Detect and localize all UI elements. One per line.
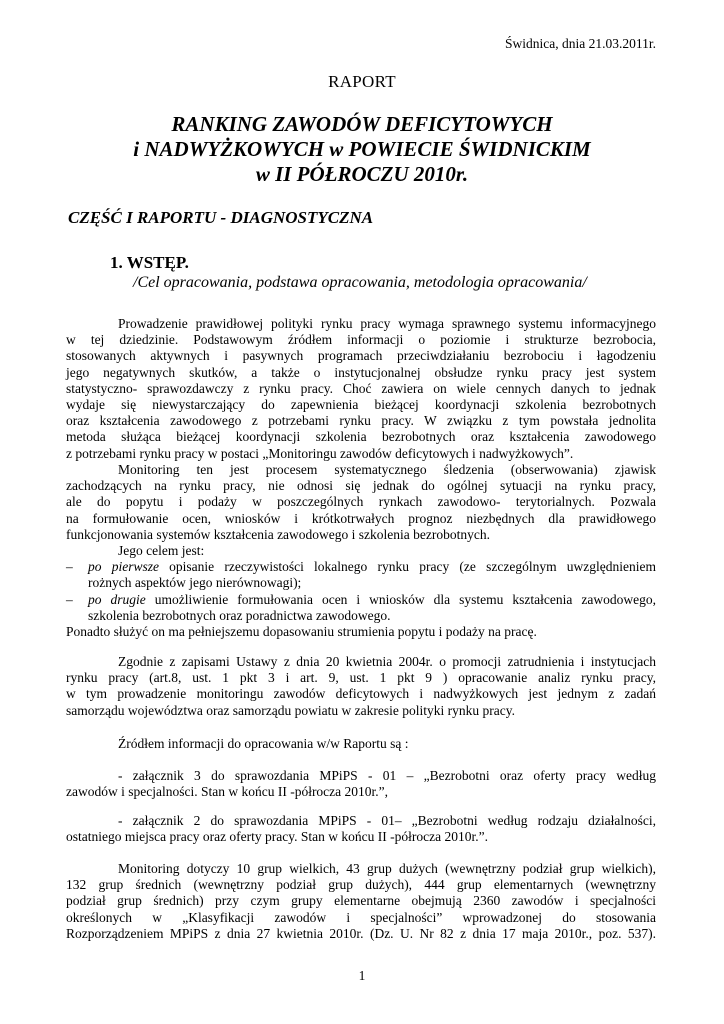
text-line: rynku pracy (art.8, ust. 1 pkt 3 i art. 9, ust. 1 pkt 9 ) opracowanie analiz rynku pracy, (66, 670, 656, 686)
goals-intro: Jego celem jest: (118, 543, 205, 558)
text-line: Rozporządzeniem MPiPS z dnia 27 kwietnia 2010r. (Dz. U. Nr 82 z dnia 17 maja 2010r., poz. 537). (66, 925, 656, 941)
list-text: rożnych aspektów jego nierównowagi); (88, 575, 302, 591)
part-heading: CZĘŚĆ I RAPORTU - DIAGNOSTYCZNA (68, 208, 374, 227)
list-text: umożliwienie formułowania ocen i wniosków dla systemu kształcenia zawodowego, (145, 591, 656, 607)
text-line: podział grup średnich) przy czym grupy elementarne obejmują 2360 zawodów i specjalności (66, 893, 656, 909)
report-label: RAPORT (328, 72, 396, 91)
text-line: z potrzebami rynku pracy w postaci „Monitoringu zawodów deficytowych i nadwyżkowych”. (66, 445, 574, 461)
dash-marker: – (66, 559, 73, 575)
list-item (66, 592, 656, 624)
text-line: stosowanych aktywnych i pasywnych programach przeciwdziałaniu bezrobociu i łagodzeniu (66, 348, 656, 364)
section-heading: 1. WSTĘP. (110, 253, 189, 272)
text-line: statystyczno- sprawozdawczy z rynku pracy. Choć zawiera on wiele cennych danych to jednak (66, 380, 656, 396)
text-line: - załącznik 2 do sprawozdania MPiPS - 01– „Bezrobotni według rodzaju działalności, (118, 813, 656, 828)
text-line: zachodzących na rynku pracy, nie odnosi się jednak do ogólnej sytuacji na rynku pracy, (66, 478, 656, 494)
page-number: 1 (358, 968, 366, 983)
list-text: szkolenia bezrobotnych oraz poradnictwa zawodowego. (88, 607, 391, 623)
title-line: i NADWYŻKOWYCH w POWIECIE ŚWIDNICKIM (133, 137, 591, 161)
text-line: Monitoring dotyczy 10 grup wielkich, 43 grup dużych (wewnętrzny podział grup wielkich), (118, 861, 656, 876)
law-paragraph (66, 654, 656, 719)
list-lead: po pierwsze (88, 559, 159, 575)
text-line: określonych w „Klasyfikacji zawodów i specjalności” wprowadzonej do stosowania (66, 909, 656, 925)
text-line: jego negatywnych skutków, a także o instytucjonalnej obsłudze rynku pracy jest system (66, 364, 656, 380)
text-line: oraz kształcenia zawodowego z potrzebami rynku pracy. W związku z tym powstała jednolita (66, 413, 656, 429)
text-line: Zgodnie z zapisami Ustawy z dnia 20 kwietnia 2004r. o promocji zatrudnienia i instytucjach (118, 654, 656, 669)
title-line: w II PÓŁROCZU 2010r. (255, 162, 469, 186)
text-line: na formułowanie ocen, wniosków i krótkotrwałych prognoz niezbędnych dla prawidłowego (66, 510, 656, 526)
text-line: wydaje się niewystarczający do zapewnienia bieżącej koordynacji szkolenia bezrobotnych (66, 397, 656, 413)
goals-section (66, 543, 656, 640)
dash-marker: – (66, 591, 73, 607)
text-line: funkcjonowania systemów kształcenia zawodowego i szkolenia bezrobotnych. (66, 526, 490, 542)
goals-closing: Ponadto służyć on ma pełniejszemu dopasowaniu strumienia popytu i podaży na pracę. (66, 624, 537, 640)
list-text: opisanie rzeczywistości lokalnego rynku pracy (ze szczególnym uwzględnieniem (158, 559, 656, 575)
text-line: w tej dziedzinie. Podstawowym źródłem informacji o poziomie i strukturze bezrobocia, (66, 332, 656, 348)
text-line: 132 grup średnich (wewnętrzny podział grup dużych), 444 grup elementarnych (wewnętrzny (66, 877, 656, 893)
text-line: Prowadzenie prawidłowej polityki rynku pracy wymaga sprawnego systemu informacyjnego (118, 316, 656, 331)
text-line: metoda służąca bieżącej koordynacji szkolenia bezrobotnych oraz kształcenia zawodowego (66, 429, 656, 445)
text-line: - załącznik 3 do sprawozdania MPiPS - 01 – „Bezrobotni oraz oferty pracy według (118, 768, 656, 783)
source-item (66, 813, 656, 845)
classification-paragraph (66, 861, 656, 942)
text-line: ostatniego miejsca pracy oraz oferty pracy. Stan w końcu II -półrocza 2010r.”. (66, 829, 488, 845)
sources-section (66, 736, 656, 752)
list-lead: po drugie (88, 591, 146, 607)
text-line: ale do popytu i podaży w poszczególnych rynkach zawodowo- terytorialnych. Pozwala (66, 494, 656, 510)
list-item (66, 559, 656, 591)
text-line: zawodów i specjalności. Stan w końcu II -półrocza 2010r.”, (66, 784, 389, 800)
report-title (0, 112, 724, 187)
text-line: samorządu województwa oraz samorządu powiatu w zakresie polityki rynku pracy. (66, 702, 515, 718)
title-line: RANKING ZAWODÓW DEFICYTOWYCH (171, 112, 553, 136)
section-subtitle: /Cel opracowania, podstawa opracowania, metodologia opracowania/ (133, 274, 587, 291)
intro-paragraph (66, 316, 656, 462)
document-date: Świdnica, dnia 21.03.2011r. (505, 36, 656, 51)
sources-intro: Źródłem informacji do opracowania w/w Raportu są : (118, 736, 409, 751)
monitoring-paragraph (66, 462, 656, 543)
text-line: w tym prowadzenie monitoringu zawodów deficytowych i nadwyżkowych jest jednym z zadań (66, 686, 656, 702)
source-item (66, 768, 656, 800)
text-line: Monitoring ten jest procesem systematycznego śledzenia (obserwowania) zjawisk (118, 462, 656, 477)
